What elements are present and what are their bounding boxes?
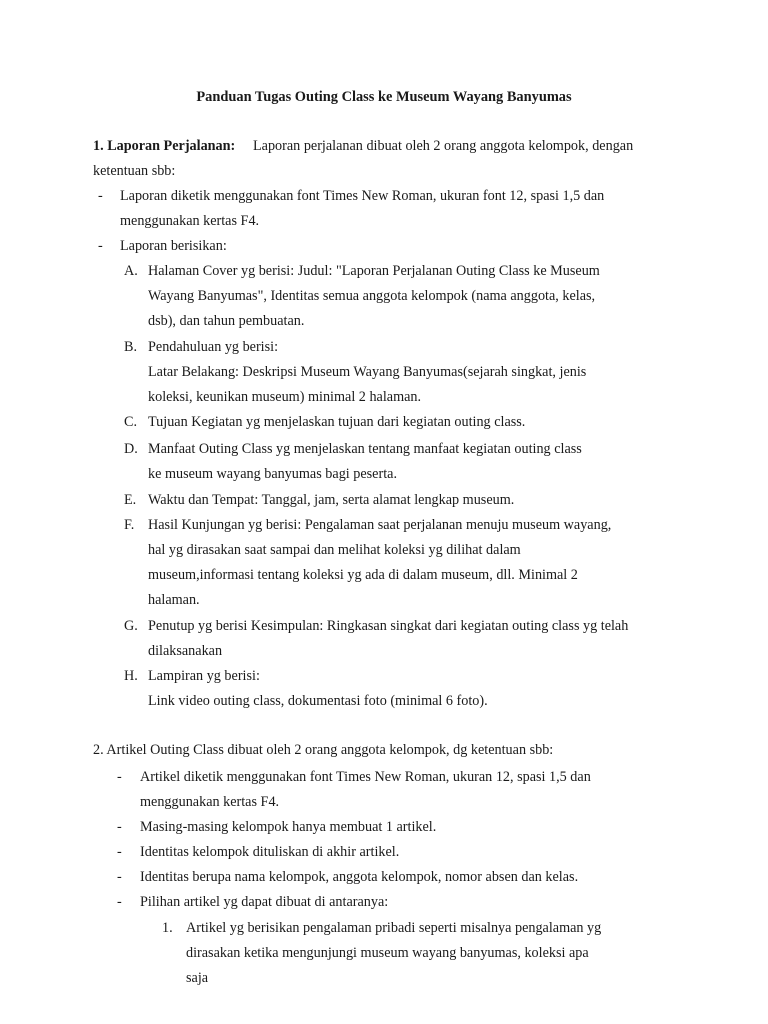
lettered-item-marker: B.	[124, 339, 138, 355]
section-1-heading: 1. Laporan Perjalanan:	[93, 138, 236, 154]
lettered-item-text: hal yg dirasakan saat sampai dan melihat koleksi yg dilihat dalam	[148, 542, 521, 558]
section-2-heading: 2. Artikel Outing Class dibuat oleh 2 orang anggota kelompok, dg ketentuan sbb:	[93, 742, 554, 758]
lettered-item-marker: H.	[124, 668, 138, 684]
bullet-text: Artikel diketik menggunakan font Times New Roman, ukuran 12, spasi 1,5 dan	[140, 769, 591, 785]
lettered-item-marker: D.	[124, 441, 138, 457]
bullet-marker: -	[117, 844, 122, 860]
lettered-item-text: Manfaat Outing Class yg menjelaskan tentang manfaat kegiatan outing class	[148, 441, 582, 457]
lettered-item-marker: E.	[124, 492, 137, 508]
lettered-item-text: Pendahuluan yg berisi:	[148, 339, 279, 355]
lettered-item-marker: C.	[124, 414, 138, 430]
bullet-marker: -	[117, 894, 122, 910]
numbered-item-text: dirasakan ketika mengunjungi museum wayang banyumas, koleksi apa	[186, 945, 589, 961]
bullet-text: Pilihan artikel yg dapat dibuat di antaranya:	[140, 894, 389, 910]
bullet-text: Identitas kelompok dituliskan di akhir artikel.	[140, 844, 400, 860]
bullet-marker: -	[98, 238, 103, 254]
lettered-item-text: Tujuan Kegiatan yg menjelaskan tujuan dari kegiatan outing class.	[148, 414, 526, 430]
bullet-marker: -	[117, 819, 122, 835]
lettered-item-text: ke museum wayang banyumas bagi peserta.	[148, 466, 397, 482]
lettered-item-text: Link video outing class, dokumentasi foto (minimal 6 foto).	[148, 693, 488, 709]
bullet-marker: -	[117, 769, 122, 785]
lettered-item-text: dsb), dan tahun pembuatan.	[148, 313, 305, 329]
lettered-item-text: museum,informasi tentang koleksi yg ada di dalam museum, dll. Minimal 2	[148, 567, 578, 583]
lettered-item-text: Hasil Kunjungan yg berisi: Pengalaman saat perjalanan menuju museum wayang,	[148, 517, 612, 533]
page-title: Panduan Tugas Outing Class ke Museum Wayang Banyumas	[196, 89, 572, 105]
bullet-text: Laporan diketik menggunakan font Times New Roman, ukuran font 12, spasi 1,5 dan	[120, 188, 605, 204]
lettered-item-text: Halaman Cover yg berisi: Judul: "Laporan Perjalanan Outing Class ke Museum	[148, 263, 600, 279]
lettered-item-text: Penutup yg berisi Kesimpulan: Ringkasan singkat dari kegiatan outing class yg telah	[148, 618, 629, 634]
bullet-text: Laporan berisikan:	[120, 238, 227, 254]
lettered-item-text: Waktu dan Tempat: Tanggal, jam, serta alamat lengkap museum.	[148, 492, 515, 508]
bullet-marker: -	[98, 188, 103, 204]
lettered-item-marker: A.	[124, 263, 138, 279]
bullet-text: menggunakan kertas F4.	[120, 213, 260, 229]
lettered-item-text: Lampiran yg berisi:	[148, 668, 260, 684]
section-1-intro-cont: ketentuan sbb:	[93, 163, 176, 179]
lettered-item-text: koleksi, keunikan museum) minimal 2 halaman.	[148, 389, 422, 405]
section-1-intro: Laporan perjalanan dibuat oleh 2 orang anggota kelompok, dengan	[253, 138, 634, 154]
bullet-text: menggunakan kertas F4.	[140, 794, 280, 810]
numbered-item-text: saja	[186, 970, 209, 986]
lettered-item-marker: G.	[124, 618, 138, 634]
numbered-item-marker: 1.	[162, 920, 173, 936]
lettered-item-text: halaman.	[148, 592, 200, 608]
lettered-item-text: Wayang Banyumas", Identitas semua anggota kelompok (nama anggota, kelas,	[148, 288, 596, 304]
bullet-text: Masing-masing kelompok hanya membuat 1 artikel.	[140, 819, 437, 835]
lettered-item-text: Latar Belakang: Deskripsi Museum Wayang Banyumas(sejarah singkat, jenis	[148, 364, 587, 380]
lettered-item-text: dilaksanakan	[148, 643, 223, 659]
lettered-item-marker: F.	[124, 517, 135, 533]
bullet-text: Identitas berupa nama kelompok, anggota kelompok, nomor absen dan kelas.	[140, 869, 579, 885]
bullet-marker: -	[117, 869, 122, 885]
numbered-item-text: Artikel yg berisikan pengalaman pribadi seperti misalnya pengalaman yg	[186, 920, 602, 936]
